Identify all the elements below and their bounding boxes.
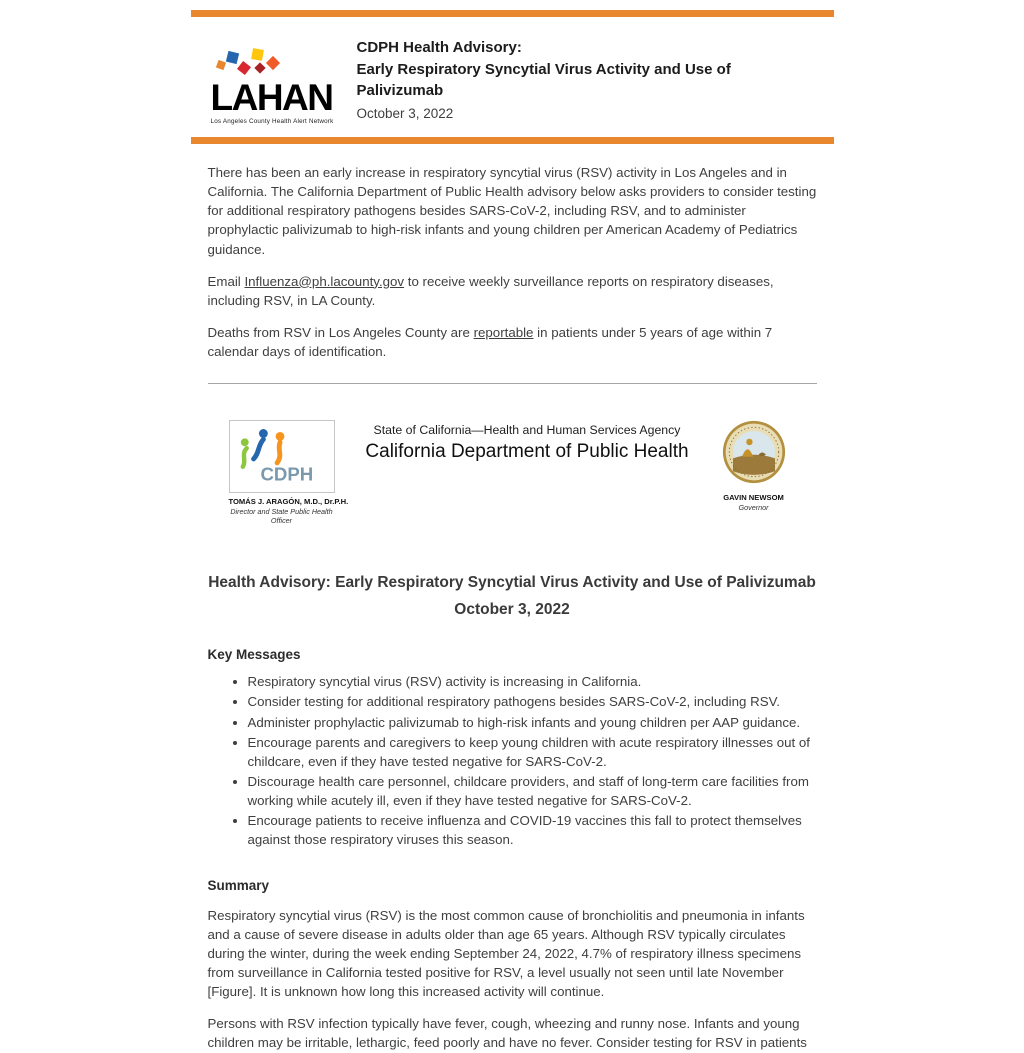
key-message-item: • Respiratory syncytial virus (RSV) activity is increasing in California. — [248, 672, 817, 691]
logo-shape — [265, 56, 279, 70]
key-message-item: • Encourage parents and caregivers to keep young children with acute respiratory illnesses out of childcare, even if they have tested negative for SARS-CoV-2. — [248, 733, 817, 771]
intro-paragraph-1-text: There has been an early increase in respiratory syncytial virus (RSV) activity in Los Angeles and in California. The California Department of Public Health advisory below asks providers to consider testing for additional respiratory pathogens besides SARS-CoV-2, including RSV, and to administer prophylactic palivizumab to high-risk infants and young children per American Academy of Pediatrics guidance. — [207, 165, 817, 257]
influenza-email-link[interactable]: Influenza@ph.lacounty.gov — [244, 273, 405, 289]
intro-section — [191, 144, 834, 361]
governor-name: GAVIN NEWSOM — [723, 493, 784, 503]
department-line: California Department of Public Health — [365, 441, 689, 463]
top-accent-bar — [191, 10, 834, 17]
summary-paragraph-1: Respiratory syncytial virus (RSV) is the most common cause of bronchiolitis and pneumonia in infants and a cause of severe disease in adults older than age 65 years. Although RSV typically circulates during the winter, during the week ending September 24, 2022, 4.7% of respiratory illness specimens from surveillance in California tested positive for RSV, a level usually not seen until late November [Figure]. It is unknown how long this increased activity will continue. — [207, 907, 805, 1000]
masthead-title-prefix: CDPH Health Advisory: — [356, 39, 522, 56]
key-messages-heading: Key Messages — [207, 647, 301, 663]
lahan-logo-tagline: Los Angeles County Health Alert Network — [210, 118, 334, 125]
reportable-link[interactable]: reportable — [473, 324, 534, 340]
director-title: Director and State Public Health Officer — [230, 507, 333, 526]
cdph-figures-icon — [233, 425, 331, 487]
agency-line: State of California—Health and Human Services Agency — [373, 423, 681, 438]
cdph-logo-block — [228, 420, 349, 526]
summary-heading: Summary — [207, 877, 270, 893]
cdph-logo-icon — [229, 420, 335, 493]
masthead-text — [357, 37, 781, 125]
intro-paragraph-2-before: Email — [207, 273, 245, 289]
governor-title: Governor — [738, 503, 769, 513]
director-name: TOMÁS J. ARAGÓN, M.D., Dr.P.H. — [228, 497, 349, 507]
logo-shape — [215, 60, 225, 70]
logo-shape — [236, 61, 250, 75]
cdph-letterhead — [191, 384, 834, 525]
california-state-seal-icon — [722, 420, 786, 484]
advisory-page — [191, 0, 834, 1053]
intro-paragraph-2-after: to receive weekly surveillance reports on respiratory diseases, including RSV, in LA County. — [207, 273, 774, 308]
masthead-title-main: Early Respiratory Syncytial Virus Activity and Use of Palivizumab — [356, 60, 731, 99]
svg-text:CDPH: CDPH — [259, 463, 313, 485]
advisory-date: October 3, 2022 — [454, 601, 570, 619]
lahan-logo-shapes — [211, 49, 339, 77]
key-message-item: • Consider testing for additional respiratory pathogens besides SARS-CoV-2, including RSV. — [248, 692, 817, 711]
lahan-logo-wordmark: LAHAN — [210, 77, 333, 118]
logo-shape — [254, 62, 265, 73]
masthead-date: October 3, 2022 — [356, 105, 454, 121]
summary-paragraph-2: Persons with RSV infection typically have fever, cough, wheezing and runny nose. Infants and young children may be irritable, lethargic, feed poorly and have no fever. Consider testing for RSV in patients — [207, 1016, 807, 1051]
key-message-item: • Discourage health care personnel, childcare providers, and staff of long-term care facilities from working while acutely ill, even if they have tested negative for SARS-CoV-2. — [248, 772, 817, 810]
lahan-logo-icon — [211, 49, 339, 125]
intro-paragraph-1 — [208, 163, 817, 259]
logo-shape — [251, 48, 264, 61]
masthead — [191, 17, 834, 137]
intro-paragraph-2 — [208, 272, 817, 310]
key-messages-list — [208, 672, 817, 849]
key-message-item: • Administer prophylactic palivizumab to high-risk infants and young children per AAP guidance. — [248, 713, 817, 732]
intro-paragraph-3-before: Deaths from RSV in Los Angeles County are — [207, 324, 474, 340]
letterhead-center — [335, 420, 720, 463]
intro-paragraph-3 — [208, 323, 817, 361]
logo-shape — [225, 51, 238, 64]
advisory-title: Health Advisory: Early Respiratory Syncytial Virus Activity and Use of Palivizumab — [208, 574, 816, 592]
bottom-accent-bar — [191, 137, 834, 144]
key-message-item: • Encourage patients to receive influenza and COVID-19 vaccines this fall to protect themselves against those respiratory viruses this season. — [248, 811, 817, 849]
intro-paragraph-3-after: in patients under 5 years of age within 7 calendar days of identification. — [207, 324, 773, 360]
advisory-body — [191, 569, 834, 1052]
governor-seal-block — [720, 420, 788, 512]
